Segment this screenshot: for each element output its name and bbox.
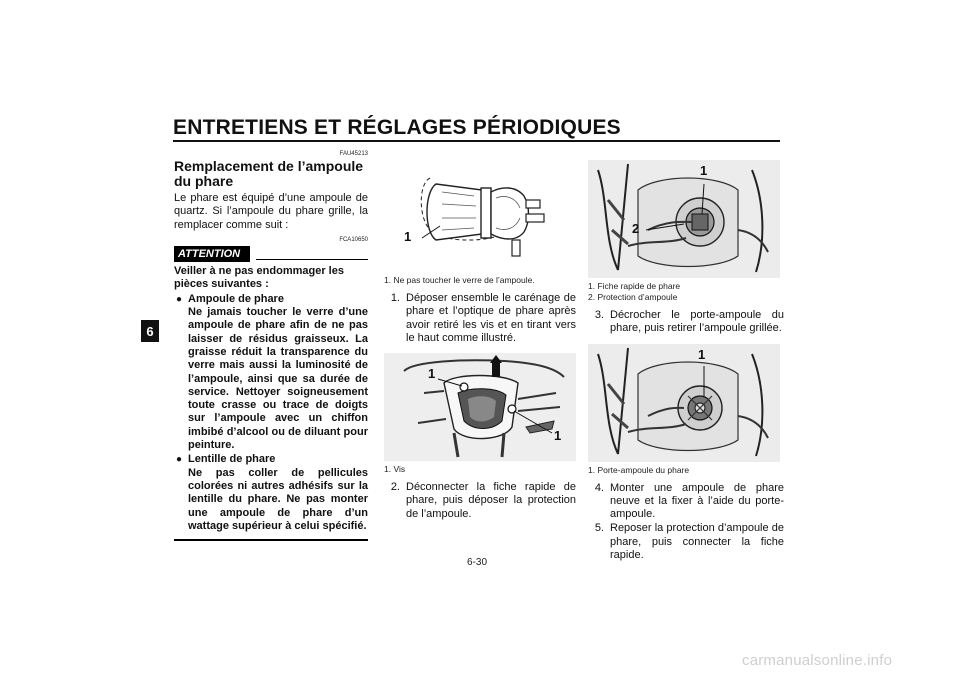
warning-item bbox=[174, 293, 368, 453]
step-text: Décrocher le porte-ampoule du phare, puis retirer l’ampoule grillée. bbox=[610, 309, 784, 335]
figure-callout: 1 bbox=[554, 428, 562, 444]
warning-item-text: Ne pas coller de pellicules colorées ni autres adhésifs sur la lentille du phare. Ne pas monter une ampoule de phare d’un wattage supérieur à celui spécifié. bbox=[188, 466, 368, 532]
warning-end-rule bbox=[174, 539, 368, 541]
section-ref-code: FAU45213 bbox=[339, 151, 368, 157]
figure-callout: 2 bbox=[632, 221, 640, 236]
figure-callout: 1 bbox=[428, 366, 436, 382]
connector-figure bbox=[588, 160, 784, 278]
right-column bbox=[588, 160, 784, 562]
headlight-cowl-illustration bbox=[384, 353, 576, 461]
bullet-icon: ● bbox=[176, 293, 183, 305]
warning-item-title: Ampoule de phare bbox=[188, 292, 284, 305]
figure-caption: 1. Ne pas toucher le verre de l’ampoule. bbox=[384, 275, 535, 285]
step-item bbox=[384, 481, 576, 521]
middle-column bbox=[384, 160, 576, 521]
header-rule bbox=[173, 140, 780, 142]
attention-header bbox=[174, 246, 368, 262]
step-number: 5. bbox=[594, 522, 604, 535]
headlight-rear-illustration bbox=[588, 160, 780, 278]
step-number: 1. bbox=[390, 292, 400, 304]
bulb-holder-illustration bbox=[588, 344, 780, 462]
warning-item bbox=[174, 453, 368, 533]
warning-item-title: Lentille de phare bbox=[188, 453, 276, 466]
step-number: 2. bbox=[390, 481, 400, 494]
step-item bbox=[588, 522, 784, 562]
figure-callout: 1 bbox=[700, 163, 708, 178]
step-item bbox=[384, 292, 576, 345]
section-title: Remplacement de l’ampoule du phare bbox=[174, 158, 364, 189]
headlight-bulb-illustration bbox=[384, 160, 576, 272]
left-column bbox=[174, 150, 368, 541]
step-item bbox=[588, 482, 784, 522]
bullet-icon: ● bbox=[176, 454, 183, 466]
attention-badge: ATTENTION bbox=[174, 246, 250, 262]
step-number: 3. bbox=[594, 309, 604, 321]
figure-caption bbox=[588, 281, 784, 303]
step-text: Reposer la protection d’ampoule de phare, puis connecter la fiche rapide. bbox=[610, 522, 784, 562]
step-text: Déconnecter la fiche rapide de phare, puis déposer la protection de l’ampoule. bbox=[406, 481, 576, 520]
figure-caption-line: 1. Fiche rapide de phare bbox=[588, 281, 681, 291]
attention-ref-code: FCA10650 bbox=[339, 236, 368, 243]
page-header-title: ENTRETIENS ET RÉGLAGES PÉRIODIQUES bbox=[173, 116, 621, 139]
warning-item-text: Ne jamais toucher le verre d’une ampoule de phare afin de ne pas laisser de résidus graisseux. La graisse réduit la transparence du verre mais aussi la luminosité de l’ampoule, ainsi que sa durée de service. Nettoyer soigneusement toute crasse ou trace de doigts sur l’ampoule avec un chiffon imbibé d’alcool ou de diluant pour peinture. bbox=[188, 306, 368, 452]
page-number: 6-30 bbox=[467, 557, 488, 568]
warning-intro: Veiller à ne pas endommager les pièces suivantes : bbox=[174, 265, 344, 291]
cowl-figure bbox=[384, 353, 576, 461]
figure-callout: 1 bbox=[404, 229, 412, 244]
step-text: Déposer ensemble le carénage de phare et l’optique de phare après avoir retiré les vis et en tirant vers le haut comme illustré. bbox=[406, 292, 576, 344]
bulb-holder-figure bbox=[588, 344, 784, 462]
step-number: 4. bbox=[594, 481, 604, 494]
attention-divider bbox=[256, 259, 368, 260]
figure-caption-line: 2. Protection d’ampoule bbox=[588, 292, 678, 302]
figure-callout: 1 bbox=[698, 346, 706, 362]
figure-caption: 1. Vis bbox=[384, 464, 406, 475]
watermark: carmanualsonline.info bbox=[742, 652, 893, 669]
bulb-figure bbox=[384, 160, 576, 272]
step-text: Monter une ampoule de phare neuve et la fixer à l’aide du porte-ampoule. bbox=[610, 481, 784, 521]
step-item bbox=[588, 309, 784, 336]
section-intro: Le phare est équipé d’une ampoule de quartz. Si l’ampoule du phare grille, la remplacer comme suit : bbox=[174, 192, 368, 231]
chapter-tab[interactable]: 6 bbox=[141, 320, 159, 342]
figure-caption: 1. Porte-ampoule du phare bbox=[588, 464, 690, 475]
